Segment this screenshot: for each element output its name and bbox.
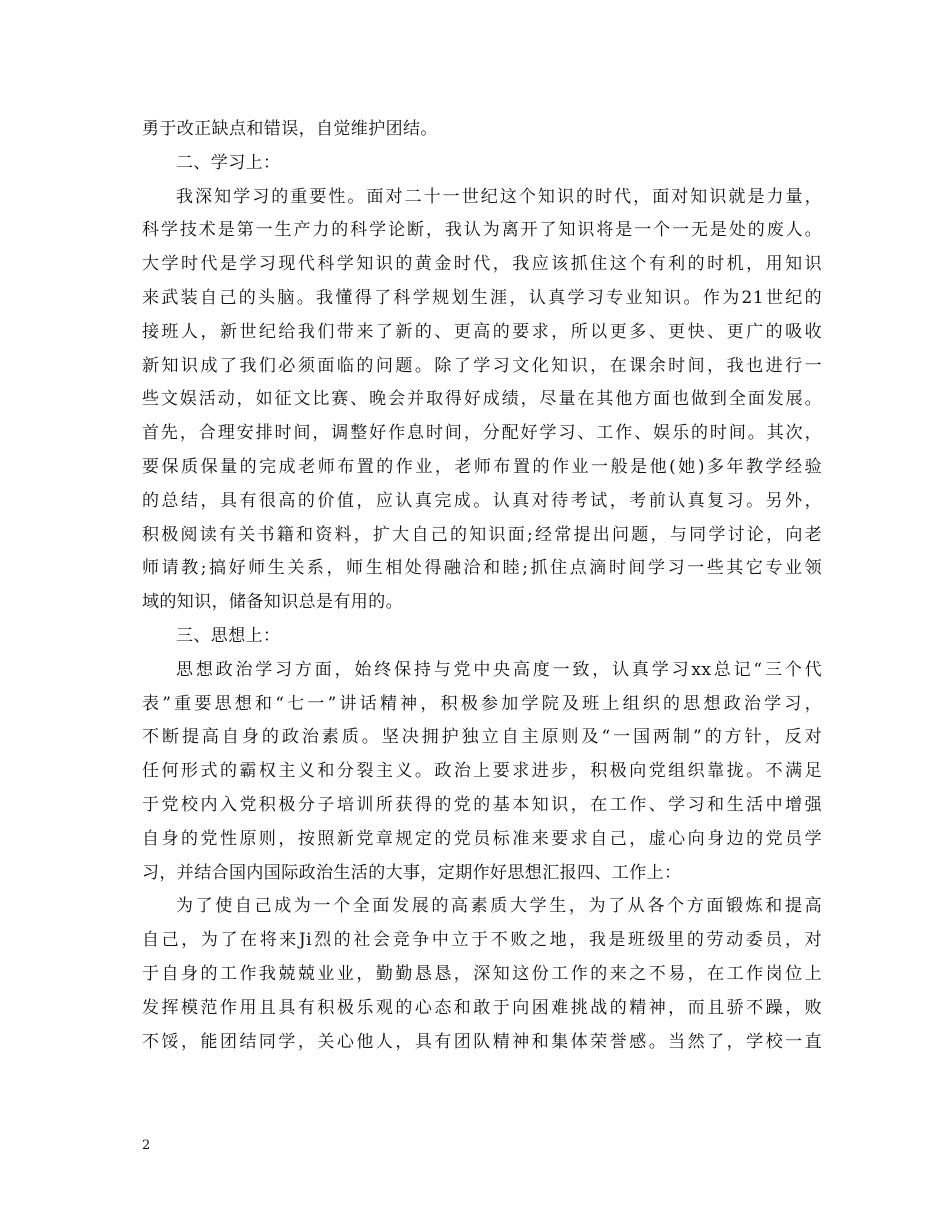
text-line: 的总结，具有很高的价值，应认真完成。认真对待考试，考前认真复习。另外， — [142, 490, 822, 511]
text-line: 自己，为了在将来Ji烈的社会竞争中立于不败之地，我是班级里的劳动委员，对 — [142, 930, 822, 951]
text-line: 大学时代是学习现代科学知识的黄金时代，我应该抓住这个有利的时机，用知识 — [142, 254, 822, 275]
text-line: 勇于改正缺点和错误，自觉维护团结。 — [142, 119, 438, 139]
text-line: 为了使自己成为一个全面发展的高素质大学生，为了从各个方面锻炼和提高 — [176, 896, 822, 917]
text-line: 不馁，能团结同学，关心他人，具有团队精神和集体荣誉感。当然了，学校一直 — [142, 1031, 822, 1052]
text-line: 来武装自己的头脑。我懂得了科学规划生涯，认真学习专业知识。作为21世纪的 — [142, 287, 822, 308]
text-line: 新知识成了我们必须面临的问题。除了学习文化知识，在课余时间，我也进行一 — [142, 355, 822, 376]
text-line: 接班人，新世纪给我们带来了新的、更高的要求，所以更多、更快、更广的吸收 — [142, 321, 822, 342]
text-line: 表”重要思想和“七一”讲话精神，积极参加学院及班上组织的思想政治学习， — [142, 693, 822, 714]
text-line: 些文娱活动，如征文比赛、晚会并取得好成绩，尽量在其他方面也做到全面发展。 — [142, 389, 822, 410]
text-line: 我深知学习的重要性。面对二十一世纪这个知识的时代，面对知识就是力量， — [176, 186, 822, 207]
text-line: 首先，合理安排时间，调整好作息时间，分配好学习、工作、娱乐的时间。其次， — [142, 423, 822, 444]
text-line: 二、学习上： — [176, 152, 281, 173]
document-body — [142, 113, 822, 1059]
text-line: 发挥模范作用且具有积极乐观的心态和敢于向困难挑战的精神，而且骄不躁，败 — [142, 997, 822, 1018]
text-line: 于自身的工作我兢兢业业，勤勤恳恳，深知这份工作的来之不易，在工作岗位上 — [142, 963, 822, 984]
text-line: 自身的党性原则，按照新党章规定的党员标准来要求自己，虚心向身边的党员学 — [142, 828, 822, 849]
text-line: 习，并结合国内国际政治生活的大事，定期作好思想汇报四、工作上： — [142, 862, 682, 883]
text-line: 域的知识，储备知识总是有用的。 — [142, 592, 403, 613]
text-line: 于党校内入党积极分子培训所获得的党的基本知识，在工作、学习和生活中增强 — [142, 794, 822, 815]
text-line: 思想政治学习方面，始终保持与党中央高度一致，认真学习xx总记“三个代 — [176, 659, 822, 680]
text-line: 积极阅读有关书籍和资料，扩大自己的知识面;经常提出问题，与同学讨论，向老 — [142, 524, 822, 545]
text-line: 不断提高自身的政治素质。坚决拥护独立自主原则及“一国两制”的方针，反对 — [142, 727, 822, 748]
text-line: 科学技术是第一生产力的科学论断，我认为离开了知识将是一个一无是处的废人。 — [142, 220, 822, 241]
text-line: 任何形式的霸权主义和分裂主义。政治上要求进步，积极向党组织靠拢。不满足 — [142, 761, 822, 782]
text-line: 要保质保量的完成老师布置的作业，老师布置的作业一般是他(她)多年教学经验 — [142, 456, 822, 477]
text-line: 师请教;搞好师生关系，师生相处得融洽和睦;抓住点滴时间学习一些其它专业领 — [142, 558, 822, 579]
text-line: 三、思想上： — [176, 625, 281, 646]
page-number: 2 — [142, 1138, 151, 1153]
